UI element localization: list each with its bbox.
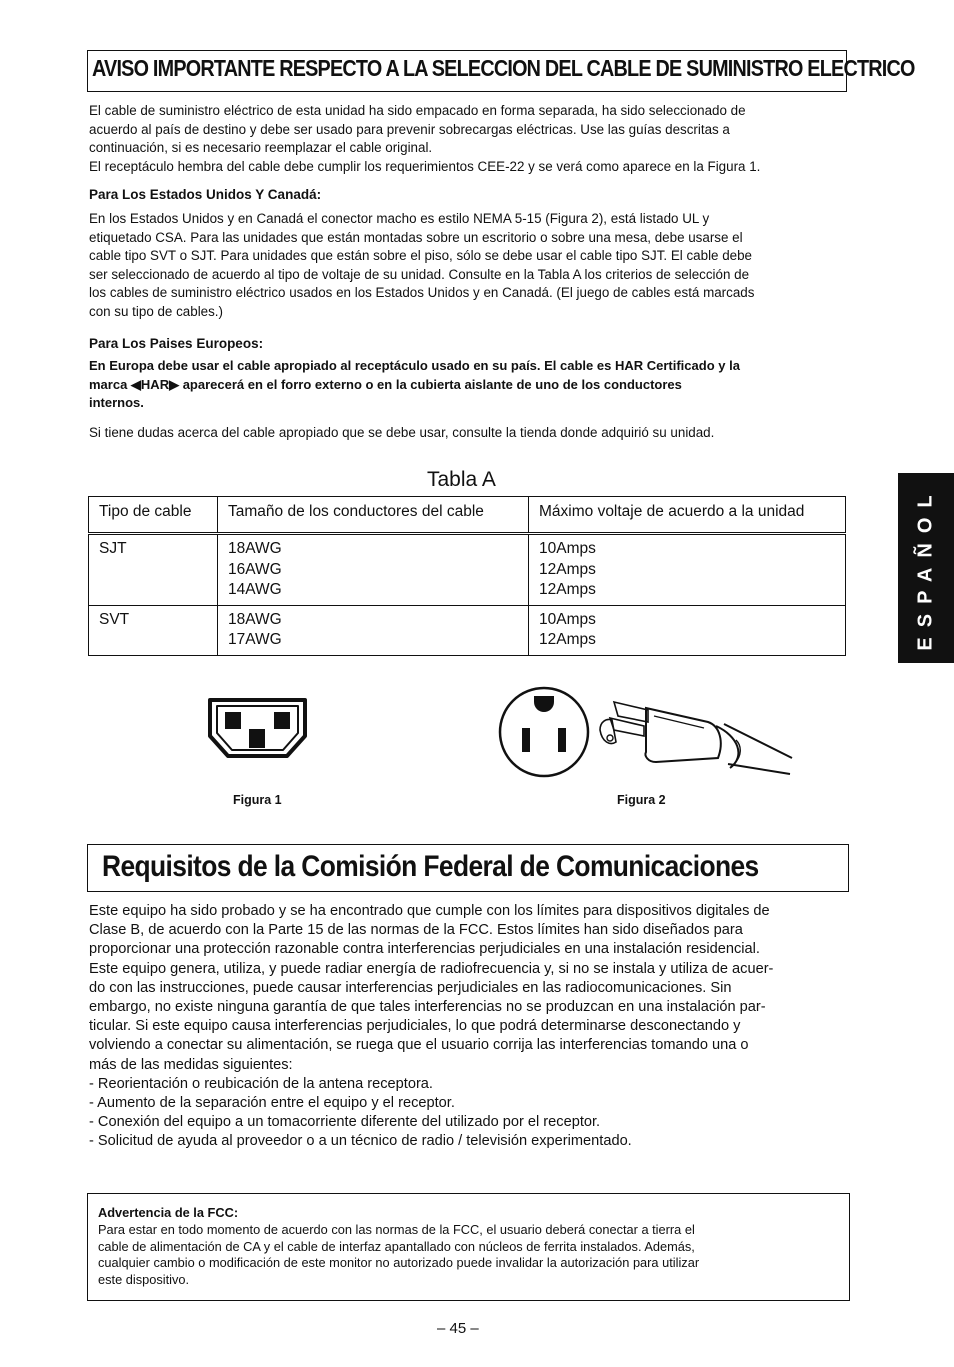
text-line: con su tipo de cables.) [89, 303, 223, 319]
fcc-title-box [87, 844, 849, 892]
amps-value: 10Amps [539, 540, 596, 557]
usa-heading: Para Los Estados Unidos Y Canadá: [89, 187, 322, 202]
size-value: 17AWG [228, 631, 282, 648]
cell-type: SJT [89, 534, 218, 606]
text-line: embargo, no existe ninguna garantía de que tales interferencias no se produzcan en una instalación par- [89, 999, 766, 1016]
fcc-warning-box [87, 1193, 850, 1301]
text-line: Para estar en todo momento de acuerdo con las normas de la FCC, el usuario deberá conectar a tierra el [98, 1221, 695, 1237]
tabla-title: Tabla A [427, 468, 496, 491]
text-line: Clase B, de acuerdo con la Parte 15 de las normas de la FCC. Estos límites han sido diseñados para [89, 922, 743, 939]
figure1-receptacle-icon [205, 696, 310, 760]
page-number: – 45 – [437, 1320, 479, 1337]
fcc-body [89, 902, 859, 1152]
list-item: - Conexión del equipo a un tomacorriente diferente del utilizado por el receptor. [89, 1114, 601, 1131]
text-line: cualquier cambio o modificación de este monitor no autorizado puede invalidar la autorización para utilizar [98, 1255, 700, 1271]
table-header-row [89, 497, 846, 534]
size-value: 16AWG [228, 560, 282, 578]
list-item: - Reorientación o reubicación de la antena receptora. [89, 1075, 433, 1092]
text-line: proporcionar una protección razonable contra interferencias perjudiciales en una instalación residencial. [89, 941, 760, 958]
header-cell: Tamaño de los conductores del cable [218, 497, 529, 534]
text-line: El cable de suministro eléctrico de esta unidad ha sido empacado en forma separada, ha sido seleccionado de [89, 103, 746, 118]
text-line: ticular. Si este equipo causa interferencias perjudiciales, lo que podrá determinarse desconectando y [89, 1018, 741, 1035]
language-side-tab [898, 473, 954, 663]
cell-amps [529, 534, 846, 606]
size-value: 18AWG [228, 610, 282, 628]
amps-value: 10Amps [539, 610, 596, 628]
text-line: internos. [89, 395, 144, 410]
figure2-label: Figura 2 [617, 793, 666, 807]
text-line: marca ◀HAR▶ aparecerá en el forro externo o en la cubierta aislante de uno de los conductores [89, 376, 682, 392]
europe-heading: Para Los Paises Europeos: [89, 336, 264, 351]
text-line: acuerdo al país de destino y debe ser usado para prevenir sobrecargas eléctricas. Use las guías descritas a [89, 121, 730, 137]
table-row [89, 605, 846, 655]
figure2-plug-icon [498, 682, 798, 782]
cell-amps [529, 605, 846, 655]
cell-sizes [218, 534, 529, 606]
doubt-line: Si tiene dudas acerca del cable apropiado que se debe usar, consulte la tienda donde adquirió su unidad. [89, 425, 715, 440]
text-line: Este equipo ha sido probado y se ha encontrado que cumple con los límites para dispositivos digitales de [89, 903, 770, 919]
text-line: do con las instrucciones, puede causar interferencias perjudiciales en las radiocomunicaciones. Sin [89, 979, 732, 996]
size-value: 18AWG [228, 540, 282, 557]
text-line: El receptáculo hembra del cable debe cumplir los requerimientos CEE-22 y se verá como aparece en la Figura 1. [89, 158, 761, 174]
list-item: - Solicitud de ayuda al proveedor o a un técnico de radio / televisión experimentado. [89, 1133, 632, 1150]
list-item: - Aumento de la separación entre el equipo y el receptor. [89, 1095, 455, 1112]
text-line: este dispositivo. [98, 1272, 190, 1288]
cell-sizes [218, 605, 529, 655]
header-cell: Tipo de cable [89, 497, 218, 534]
fcc-title: Requisitos de la Comisión Federal de Comunicaciones [102, 850, 759, 883]
table-row [89, 534, 846, 606]
aviso-title: AVISO IMPORTANTE RESPECTO A LA SELECCION DEL CABLE DE SUMINISTRO ELECTRICO [92, 55, 915, 81]
header-cell: Máximo voltaje de acuerdo a la unidad [529, 497, 846, 534]
text-line: etiquetado CSA. Para las unidades que están montadas sobre un escritorio o sobre una mesa, debe usarse el [89, 229, 743, 245]
text-line: Este equipo genera, utiliza, y puede radiar energía de radiofrecuencia y, si no se instala y utiliza de acuer- [89, 960, 774, 977]
text-line: más de las medidas siguientes: [89, 1056, 293, 1073]
amps-value: 12Amps [539, 631, 596, 648]
text-line: ser seleccionado de acuerdo al tipo de voltaje de su unidad. Consulte en la Tabla A los criterios de selección de [89, 266, 750, 282]
text-line: volviendo a conectar su alimentación, se ruega que el usuario corrija las interferencias tomando una o [89, 1037, 749, 1054]
text-line: continuación, si es necesario reemplazar el cable original. [89, 140, 433, 155]
fcc-warning-heading: Advertencia de la FCC: [98, 1205, 239, 1220]
europe-paragraph [89, 357, 859, 413]
aviso-intro [89, 102, 859, 176]
text-line: En los Estados Unidos y en Canadá el conector macho es estilo NEMA 5-15 (Figura 2), está listado UL y [89, 211, 710, 226]
text-line: cable tipo SVT o SJT. Para unidades que están sobre el piso, sólo se debe usar el cable tipo SJT. El cable debe [89, 248, 752, 263]
amps-value: 12Amps [539, 581, 596, 598]
figure1-label: Figura 1 [233, 793, 282, 807]
size-value: 14AWG [228, 581, 282, 598]
aviso-title-box [87, 50, 915, 92]
text-line: En Europa debe usar el cable apropiado al receptáculo usado en su país. El cable es HAR Certificado y la [89, 358, 740, 373]
cable-table [88, 496, 846, 656]
side-tab-label: ESPAÑOL [914, 485, 937, 651]
amps-value: 12Amps [539, 560, 596, 578]
usa-paragraph [89, 210, 859, 321]
text-line: los cables de suministro eléctrico usados en los Estados Unidos y en Canadá. (El juego de cables está marcads [89, 285, 755, 300]
text-line: cable de alimentación de CA y el cable de interfaz apantallado con núcleos de ferrita instalados. Además, [98, 1238, 695, 1254]
cell-type: SVT [89, 605, 218, 655]
